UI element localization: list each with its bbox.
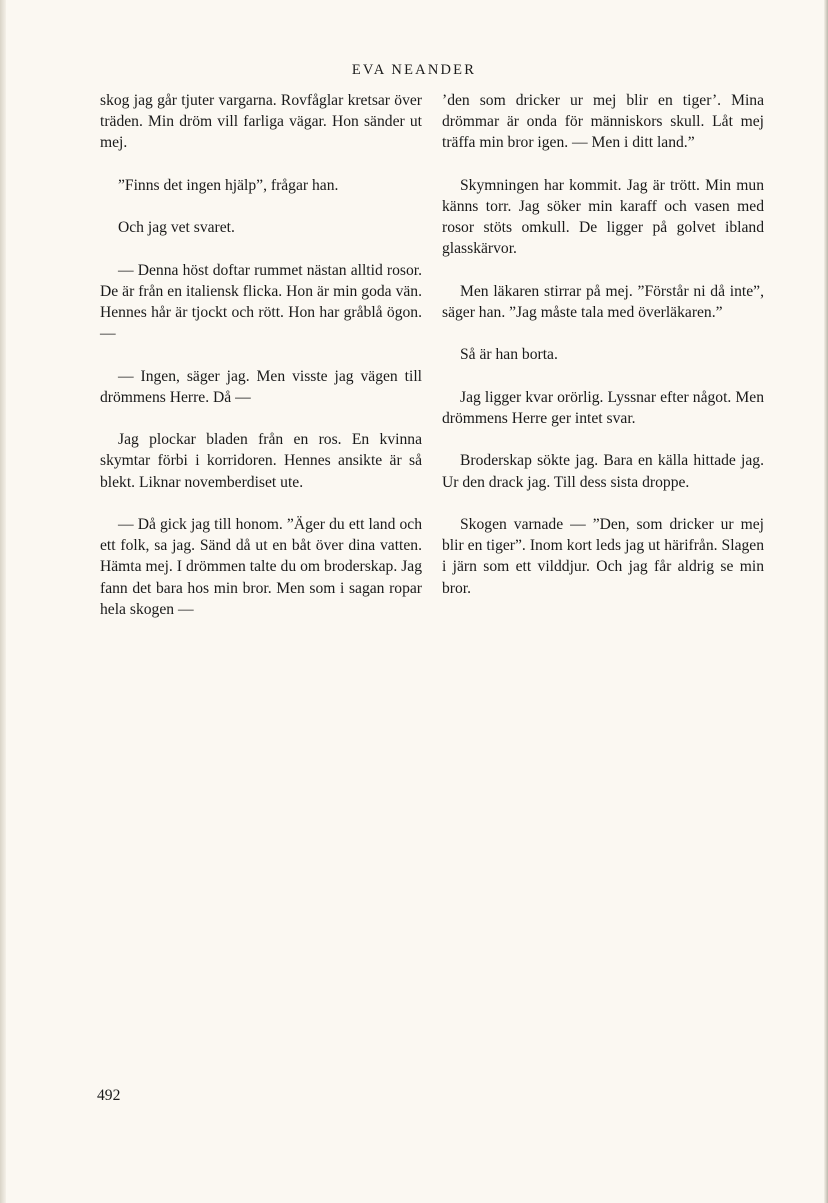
page-edge-right	[824, 0, 828, 1203]
paragraph: Men läkaren stirrar på mej. ”Förstår ni då inte”, säger han. ”Jag måste tala med överläkaren.”	[442, 282, 764, 321]
paragraph: ”Finns det ingen hjälp”, frågar han.	[118, 176, 339, 194]
paragraph: Jag ligger kvar orörlig. Lyssnar efter något. Men drömmens Herre ger intet svar.	[442, 388, 764, 427]
paragraph: Broderskap sökte jag. Bara en källa hittade jag. Ur den drack jag. Till dess sista droppe.	[442, 452, 764, 491]
paragraph: — Då gick jag till honom. ”Äger du ett land och ett folk, sa jag. Sänd då ut en båt över dina vatten. Hämta mej. I drömmen talte du om broderskap. Jag fann det bara hos min bror. Men som i sagan ropar hela skogen —	[100, 515, 422, 618]
text-column-left	[100, 90, 422, 641]
page-number: 492	[97, 1087, 121, 1104]
paragraph: Skogen varnade — ”Den, som dricker ur mej blir en tiger”. Inom kort leds jag ut härifrån. Slagen i järn som ett vilddjur. Och jag får aldrig se min bror.	[442, 515, 764, 597]
paragraph: — Ingen, säger jag. Men visste jag vägen till drömmens Herre. Då —	[100, 367, 422, 406]
text-column-right	[442, 90, 764, 620]
running-head-author: EVA NEANDER	[351, 62, 477, 78]
paragraph: Och jag vet svaret.	[118, 219, 235, 237]
paragraph: Jag plockar bladen från en ros. En kvinna skymtar förbi i korridoren. Hennes ansikte är så blekt. Liknar novemberdiset ute.	[100, 431, 422, 491]
page-edge-left	[0, 0, 6, 1203]
paragraph: Skymningen har kommit. Jag är trött. Min mun känns torr. Jag söker min karaff och vasen med rosor stöts omkull. De ligger på golvet ibland glasskärvor.	[442, 176, 764, 258]
paragraph: ’den som dricker ur mej blir en tiger’. Mina drömmar är onda för människors skull. Låt mej träffa min bror igen. — Men i ditt land.”	[442, 92, 764, 152]
paragraph: skog jag går tjuter vargarna. Rovfåglar kretsar över träden. Min dröm vill farliga vägar. Hon sänder ut mej.	[100, 92, 422, 152]
paragraph: Så är han borta.	[460, 346, 558, 364]
paragraph: — Denna höst doftar rummet nästan alltid rosor. De är från en italiensk flicka. Hon är min goda vän. Hennes hår är tjockt och rött. Hon har gråblå ögon. —	[100, 261, 422, 343]
